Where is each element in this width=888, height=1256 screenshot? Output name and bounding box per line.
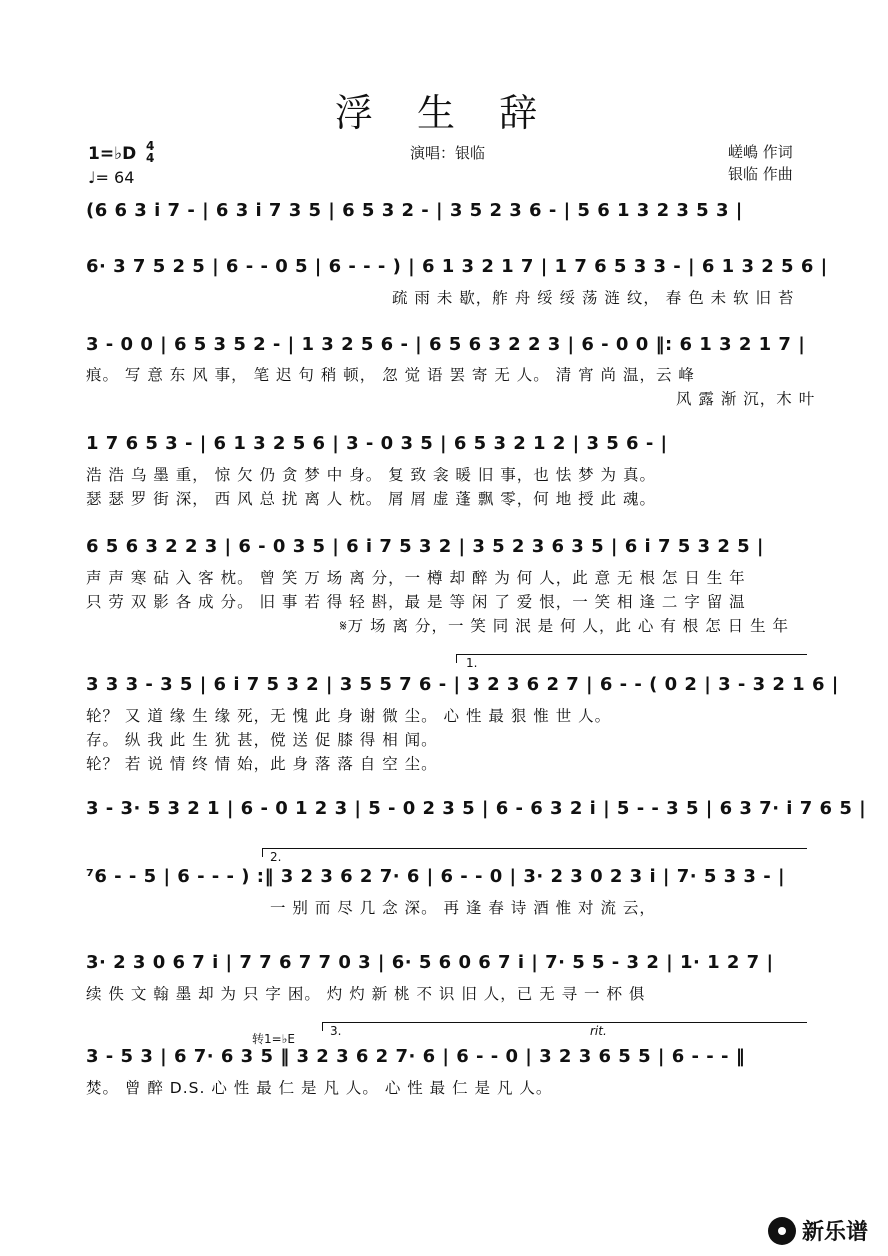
score-line-10-lyric-1: 焚。 曾 醉 D.S. 心 性 最 仁 是 凡 人。 心 性 最 仁 是 凡 人。 bbox=[86, 1079, 553, 1097]
site-logo-text: 新乐谱 bbox=[801, 1220, 868, 1245]
score-line-5-lyric-2: 只 劳 双 影 各 成 分。 旧 事 若 得 轻 斟，最 是 等 闲 了 爱 恨，一 笑 相 逢 二 字 留 温 bbox=[86, 593, 746, 611]
volta-2-label: 2. bbox=[270, 850, 282, 864]
tempo-marking: ♩= 64 bbox=[88, 168, 135, 187]
time-signature bbox=[146, 140, 154, 164]
score-line-10-notes: 3 - 5 3 | 6 7· 6 3 5 ‖ 3 2 3 6 2 7· 6 | 6 - - 0 | 3 2 3 6 5 5 | 6 - - - ‖ bbox=[86, 1046, 746, 1067]
record-disc-icon bbox=[768, 1217, 796, 1245]
score-line-9-notes: 3· 2 3 0 6 7 i | 7 7 6 7 7 0 3 | 6· 5 6 0 6 7 i | 7· 5 5 - 3 2 | 1· 1 2 7 | bbox=[86, 952, 774, 973]
score-line-2-notes: 6· 3 7 5 2 5 | 6 - - 0 5 | 6 - - - ) | 6 1 3 2 1 7 | 1 7 6 5 3 3 - | 6 1 3 2 5 6 | bbox=[86, 256, 828, 277]
score-line-3-lyric-2: 风 露 渐 沉，木 叶 bbox=[676, 390, 816, 408]
ritardando-marking: rit. bbox=[590, 1024, 607, 1038]
score-line-1-notes: (6 6 3 i 7 - | 6 3 i 7 3 5 | 6 5 3 2 - | 3 5 2 3 6 - | 5 6 1 3 2 3 5 3 | bbox=[86, 200, 743, 221]
score-line-8-notes: ⁷6 - - 5 | 6 - - - ) :‖ 3 2 3 6 2 7· 6 | 6 - - 0 | 3· 2 3 0 2 3 i | 7· 5 3 3 - | bbox=[86, 866, 786, 887]
page-title: 浮 生 辞 bbox=[334, 91, 554, 135]
score-line-7-notes: 3 - 3· 5 3 2 1 | 6 - 0 1 2 3 | 5 - 0 2 3 5 | 6 - 6 3 2 i | 5 - - 3 5 | 6 3 7· i 7 6 5 | bbox=[86, 798, 867, 819]
volta-1-bracket bbox=[456, 654, 807, 663]
score-line-6-lyric-2: 存。 纵 我 此 生 犹 甚，傥 送 促 膝 得 相 闻。 bbox=[86, 731, 438, 749]
modulation-marking: 转1=♭E bbox=[252, 1032, 295, 1046]
lyricist-credit: 嵯嶋 作词 bbox=[728, 143, 793, 161]
score-line-9-lyric-1: 续 佚 文 翰 墨 却 为 只 字 困。 灼 灼 新 桃 不 识 旧 人，已 无 寻 一 杯 俱 bbox=[86, 985, 646, 1003]
score-line-6-lyric-1: 轮？ 又 道 缘 生 缘 死，无 愧 此 身 谢 微 尘。 心 性 最 狠 惟 世 人。 bbox=[86, 707, 612, 725]
score-line-8-lyric-1: 一 别 而 尽 几 念 深。 再 逢 春 诗 酒 惟 对 流 云， bbox=[270, 899, 656, 917]
key-signature: 1=♭D bbox=[88, 144, 137, 164]
score-line-2-lyric-1: 疏 雨 未 歇，舴 舟 绥 绥 荡 涟 纹， 春 色 未 软 旧 苔 bbox=[392, 289, 795, 307]
score-line-3-lyric-1: 痕。 写 意 东 风 事， 笔 迟 句 稍 顿， 忽 觉 语 罢 寄 无 人。 清 宵 尚 温，云 峰 bbox=[86, 366, 695, 384]
score-line-4-lyric-1: 浩 浩 乌 墨 重， 惊 欠 仍 贪 梦 中 身。 复 致 衾 暖 旧 事，也 怯 梦 为 真。 bbox=[86, 466, 656, 484]
singer-credit: 演唱：银临 bbox=[410, 144, 486, 162]
site-logo bbox=[768, 1215, 868, 1246]
score-line-5-lyric-3: 𝄋万 场 离 分，一 笑 同 泯 是 何 人，此 心 有 根 怎 日 生 年 bbox=[340, 617, 789, 635]
score-line-3-notes: 3 - 0 0 | 6 5 3 5 2 - | 1 3 2 5 6 - | 6 5 6 3 2 2 3 | 6 - 0 0 ‖: 6 1 3 2 1 7 | bbox=[86, 334, 806, 355]
composer-credit: 银临 作曲 bbox=[728, 165, 793, 183]
volta-1-label: 1. bbox=[466, 656, 478, 670]
time-signature-bottom: 4 bbox=[146, 151, 155, 165]
score-line-6-lyric-3: 轮？ 若 说 情 终 情 始，此 身 落 落 自 空 尘。 bbox=[86, 755, 438, 773]
score-line-4-notes: 1 7 6 5 3 - | 6 1 3 2 5 6 | 3 - 0 3 5 | 6 5 3 2 1 2 | 3 5 6 - | bbox=[86, 433, 668, 454]
score-line-5-notes: 6 5 6 3 2 2 3 | 6 - 0 3 5 | 6 i 7 5 3 2 | 3 5 2 3 6 3 5 | 6 i 7 5 3 2 5 | bbox=[86, 536, 764, 557]
volta-2-bracket bbox=[262, 848, 807, 857]
score-line-4-lyric-2: 瑟 瑟 罗 街 深， 西 风 总 扰 离 人 枕。 屑 屑 虚 蓬 飘 零，何 地 授 此 魂。 bbox=[86, 490, 656, 508]
score-line-6-notes: 3 3 3 - 3 5 | 6 i 7 5 3 2 | 3 5 5 7 6 - | 3 2 3 6 2 7 | 6 - - ( 0 2 | 3 - 3 2 1 6 | bbox=[86, 674, 839, 695]
score-line-5-lyric-1: 声 声 寒 砧 入 客 枕。 曾 笑 万 场 离 分，一 樽 却 醉 为 何 人，此 意 无 根 怎 日 生 年 bbox=[86, 569, 746, 587]
time-signature-top: 4 bbox=[146, 139, 155, 153]
volta-3-bracket bbox=[322, 1022, 807, 1031]
volta-3-label: 3. bbox=[330, 1024, 342, 1038]
